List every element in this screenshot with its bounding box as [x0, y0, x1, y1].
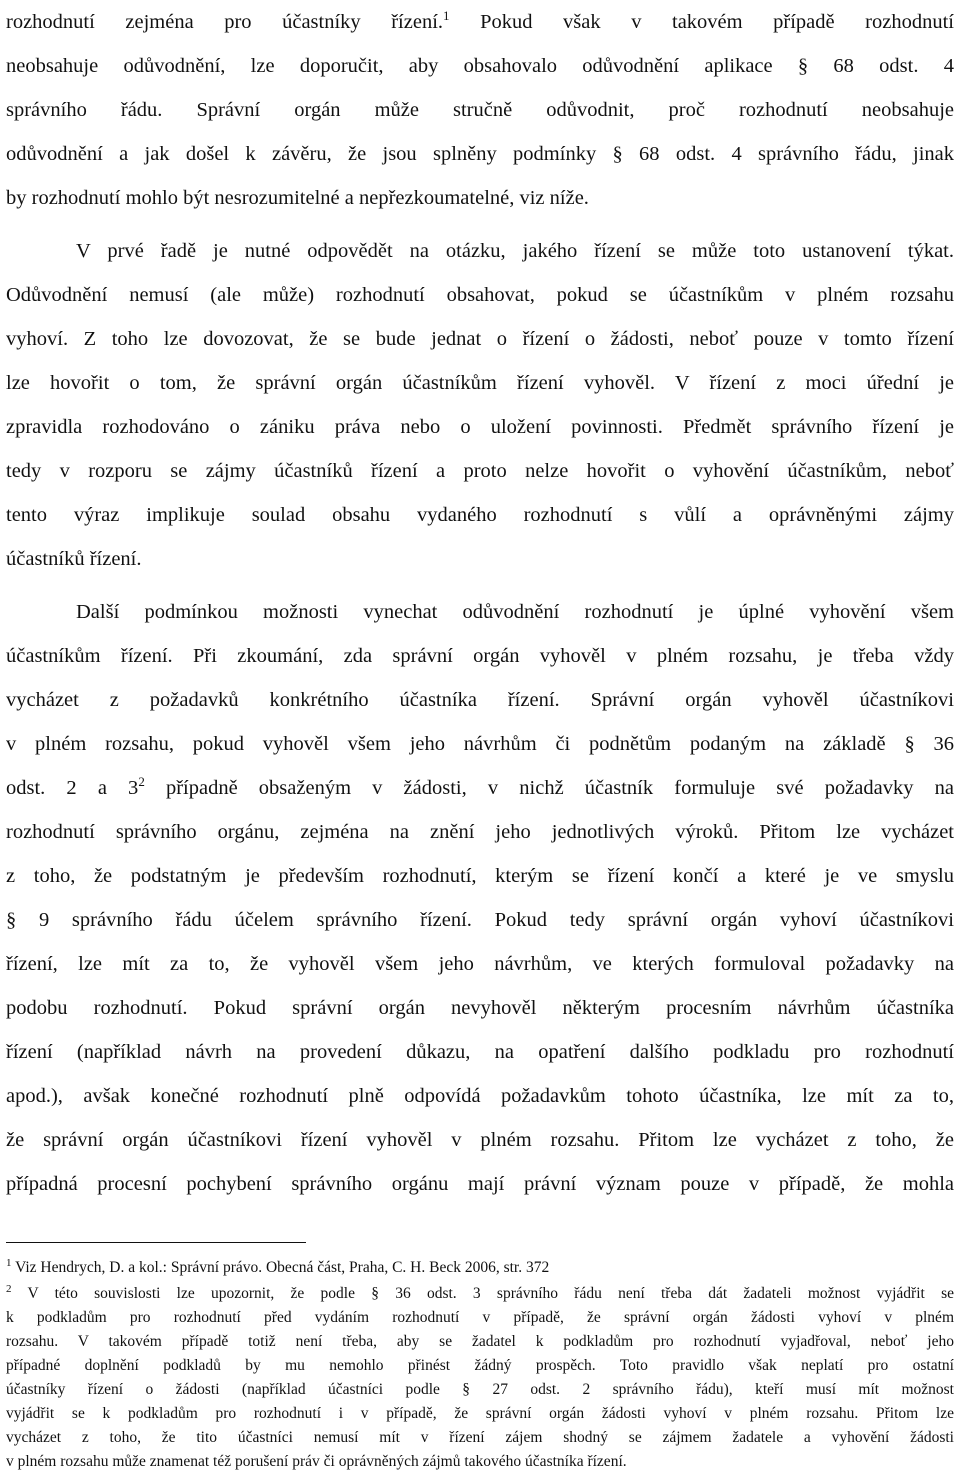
body-line: vyhoví. Z toho lze dovozovat, že se bude jednat o řízení o žádosti, neboť pouze v tomto řízení [6, 328, 954, 350]
body-line: řízení (například návrh na provedení důkazu, na opatření dalšího podkladu pro rozhodnutí [6, 1041, 954, 1063]
body-line: § 9 správního řádu účelem správního řízení. Pokud tedy správní orgán vyhoví účastníkovi [6, 909, 954, 931]
body-line: odůvodnění a jak došel k závěru, že jsou splněny podmínky § 68 odst. 4 správního řádu, jinak [6, 143, 954, 165]
body-line: Další podmínkou možnosti vynechat odůvodnění rozhodnutí je úplné vyhovění všem [76, 601, 954, 623]
body-line: správního řádu. Správní orgán může stručně odůvodnit, proč rozhodnutí neobsahuje [6, 99, 954, 121]
footnote-line: v plném rozsahu může znamenat též porušení práv či oprávněných zájmů takového účastníka řízení. [6, 1453, 627, 1470]
body-line: podobu rozhodnutí. Pokud správní orgán nevyhověl některým procesním návrhům účastníka [6, 997, 954, 1019]
body-line: případná procesní pochybení správního orgánu mají právní význam pouze v případě, že mohla [6, 1173, 954, 1195]
body-line: apod.), avšak konečné rozhodnutí plně odpovídá požadavkům tohoto účastníka, lze mít za to, [6, 1085, 954, 1107]
body-line: zpravidla rozhodováno o zániku práva nebo o uložení povinnosti. Předmět správního řízení je [6, 416, 954, 438]
footnote-line: účastníky řízení o žádosti (například účastníci podle § 27 odst. 2 správního řádu), kteří musí mít možnost [6, 1381, 954, 1398]
body-line: že správní orgán účastníkovi řízení vyhověl v plném rozsahu. Přitom lze vycházet z toho, že [6, 1129, 954, 1151]
body-line: účastníkům řízení. Při zkoumání, zda správní orgán vyhověl v plném rozsahu, je třeba vždy [6, 645, 954, 667]
body-line: v plném rozsahu, pokud vyhověl všem jeho návrhům či podnětům podaným na základě § 36 [6, 733, 954, 755]
body-line: z toho, že podstatným je především rozhodnutí, kterým se řízení končí a které je ve smyslu [6, 865, 954, 887]
footnote-line: rozsahu. V takovém případě totiž není třeba, aby se žadatel k podkladům pro rozhodnutí vyjadřoval, neboť jeho [6, 1333, 954, 1350]
footnote-number: 2 [6, 1283, 12, 1295]
body-line: tedy v rozporu se zájmy účastníků řízení a proto nelze hovořit o vyhovění účastníkům, neboť [6, 460, 954, 482]
body-line: neobsahuje odůvodnění, lze doporučit, aby obsahovalo odůvodnění aplikace § 68 odst. 4 [6, 55, 954, 77]
body-line: řízení, lze mít za to, že vyhověl všem jeho návrhům, ve kterých formuloval požadavky na [6, 953, 954, 975]
body-line: účastníků řízení. [6, 548, 142, 570]
body-line: tento výraz implikuje soulad obsahu vydaného rozhodnutí s vůlí a oprávněnými zájmy [6, 504, 954, 526]
body-line: V prvé řadě je nutné odpovědět na otázku, jakého řízení se může toto ustanovení týkat. [76, 240, 954, 262]
footnote-separator [6, 1242, 306, 1243]
body-line: rozhodnutí správního orgánu, zejména na znění jeho jednotlivých výroků. Přitom lze vycházet [6, 821, 954, 843]
body-line: lze hovořit o tom, že správní orgán účastníkům řízení vyhověl. V řízení z moci úřední je [6, 372, 954, 394]
body-line: Odůvodnění nemusí (ale může) rozhodnutí obsahovat, pokud se účastníkům v plném rozsahu [6, 284, 954, 306]
footnote-line: k podkladům pro rozhodnutí před vydáním rozhodnutí v případě, že správní orgán žádosti vyhoví v plném [6, 1309, 954, 1326]
footnote-number: 1 [6, 1257, 12, 1269]
footnote-reference[interactable]: 1 [443, 8, 450, 23]
body-line: rozhodnutí zejména pro účastníky řízení.$^1$ Pokud však v takovém případě rozhodnutí [6, 8, 954, 33]
footnote-reference[interactable]: 2 [138, 774, 145, 789]
body-line: odst. 2 a $3^2$ případně obsaženým v žádosti, v nichž účastník formuluje své požadavky na [6, 774, 954, 799]
body-line: vycházet z požadavků konkrétního účastníka řízení. Správní orgán vyhověl účastníkovi [6, 689, 954, 711]
body-line: by rozhodnutí mohlo být nesrozumitelné a nepřezkoumatelné, viz níže. [6, 187, 589, 209]
footnote-line: vycházet z toho, že tito účastníci nemusí mít v řízení zájem shodný se zájmem žadatele a vyhovění žádosti [6, 1429, 954, 1446]
footnote-line: vyjádřit se k podkladům pro rozhodnutí i v případě, že správní orgán žádosti vyhoví v plném rozsahu. Přitom lze [6, 1405, 954, 1422]
footnote-2: $^2$ V této souvislosti lze upozornit, že podle § 36 odst. 3 správního řádu není třeba dát žadateli možnost vyjádřit se [6, 1283, 954, 1302]
footnote-line: případné doplnění podkladů by mu nemohlo přinést žádný prospěch. Toto pravidlo však neplatí pro ostatní [6, 1357, 954, 1374]
footnote-1: $^1$ Viz Hendrych, D. a kol.: Správní právo. Obecná část, Praha, C. H. Beck 2006, str. 372 [6, 1257, 550, 1276]
